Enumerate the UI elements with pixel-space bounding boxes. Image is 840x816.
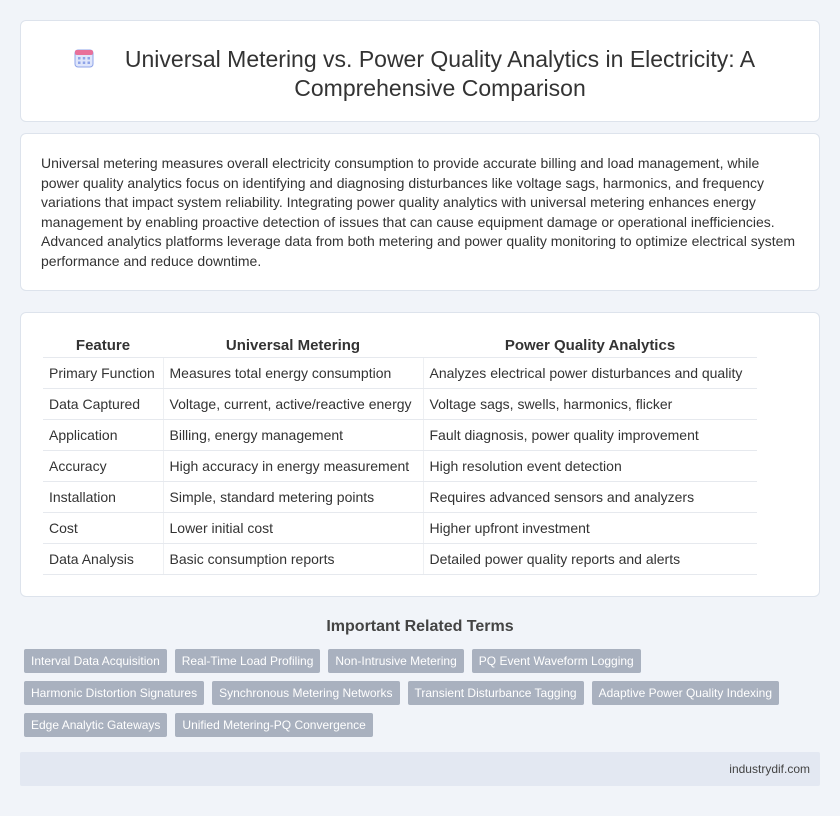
related-term-tag[interactable]: Transient Disturbance Tagging: [408, 681, 584, 705]
comparison-card: [20, 312, 820, 597]
footer-site-link[interactable]: industrydif.com: [729, 762, 810, 776]
table-row: [43, 388, 757, 419]
table-cell: Accuracy: [43, 450, 163, 481]
table-row: [43, 543, 757, 574]
table-cell: Measures total energy consumption: [163, 357, 423, 388]
header-feature: Feature: [43, 333, 163, 357]
table-cell: Primary Function: [43, 357, 163, 388]
table-cell: Higher upfront investment: [423, 512, 757, 543]
table-cell: Data Analysis: [43, 543, 163, 574]
table-cell: Requires advanced sensors and analyzers: [423, 481, 757, 512]
related-terms-heading: Important Related Terms: [326, 618, 514, 635]
table-cell: Billing, energy management: [163, 419, 423, 450]
related-term-tag[interactable]: Unified Metering-PQ Convergence: [175, 713, 372, 737]
related-term-tag[interactable]: Interval Data Acquisition: [24, 649, 167, 673]
related-term-tag[interactable]: Real-Time Load Profiling: [175, 649, 321, 673]
table-cell: Installation: [43, 481, 163, 512]
header-power-quality-analytics: Power Quality Analytics: [423, 333, 757, 357]
comparison-table: [43, 333, 757, 575]
table-cell: High resolution event detection: [423, 450, 757, 481]
footer: [20, 752, 820, 786]
table-cell: Detailed power quality reports and alerts: [423, 543, 757, 574]
related-term-tag[interactable]: Harmonic Distortion Signatures: [24, 681, 204, 705]
table-cell: Cost: [43, 512, 163, 543]
title-card: [20, 20, 820, 122]
related-term-tag[interactable]: Synchronous Metering Networks: [212, 681, 399, 705]
related-term-tag[interactable]: Non-Intrusive Metering: [328, 649, 463, 673]
table-cell: High accuracy in energy measurement: [163, 450, 423, 481]
table-cell: Voltage sags, swells, harmonics, flicker: [423, 388, 757, 419]
table-row: [43, 419, 757, 450]
intro-paragraph: Universal metering measures overall electricity consumption to provide accurate billing and load management, while power quality analytics focus on identifying and diagnosing disturbances like voltage sags, harmonics, and frequency variations that impact system reliability. Integrating power quality analytics with universal metering enhances energy management by enabling proactive detection of issues that can cause equipment damage or operational inefficiencies. Advanced analytics platforms leverage data from both metering and power quality monitoring to optimize electrical system performance and reduce downtime.: [41, 155, 796, 269]
related-terms-list: [24, 649, 814, 737]
table-row: [43, 357, 757, 388]
related-term-tag[interactable]: PQ Event Waveform Logging: [472, 649, 641, 673]
table-cell: Lower initial cost: [163, 512, 423, 543]
table-row: [43, 450, 757, 481]
related-term-tag[interactable]: Edge Analytic Gateways: [24, 713, 167, 737]
table-cell: Analyzes electrical power disturbances and quality: [423, 357, 757, 388]
table-cell: Application: [43, 419, 163, 450]
table-cell: Voltage, current, active/reactive energy: [163, 388, 423, 419]
table-cell: Simple, standard metering points: [163, 481, 423, 512]
table-cell: Fault diagnosis, power quality improvement: [423, 419, 757, 450]
header-universal-metering: Universal Metering: [163, 333, 423, 357]
intro-card: [20, 133, 820, 291]
table-cell: Basic consumption reports: [163, 543, 423, 574]
table-row: [43, 481, 757, 512]
table-header-row: [43, 333, 757, 357]
table-cell: Data Captured: [43, 388, 163, 419]
related-term-tag[interactable]: Adaptive Power Quality Indexing: [592, 681, 779, 705]
page-title: Universal Metering vs. Power Quality Analytics in Electricity: A Comprehensive Comparison: [124, 46, 756, 101]
table-row: [43, 512, 757, 543]
